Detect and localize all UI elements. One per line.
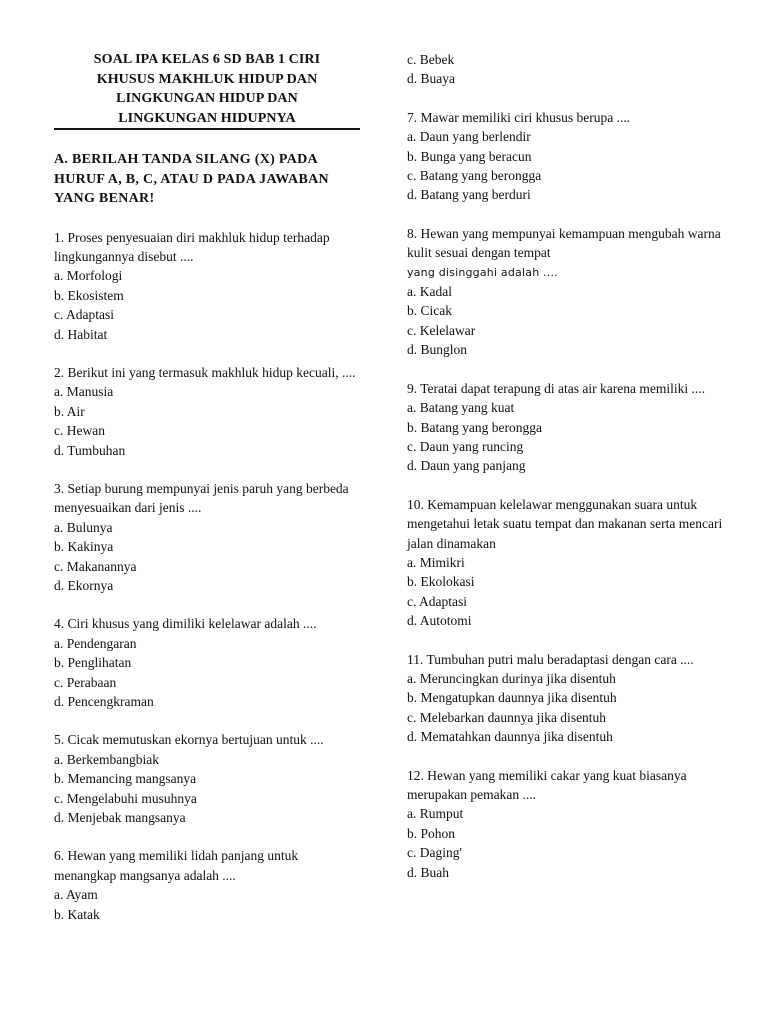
question-text: 11. Tumbuhan putri malu beradaptasi dengan cara .... <box>407 651 694 667</box>
answer-option: a. Batang yang kuat <box>407 400 515 416</box>
answer-option: c. Batang yang berongga <box>407 168 542 184</box>
answer-option: a. Ayam <box>54 887 98 903</box>
question-9 <box>407 379 737 476</box>
answer-option: d. Buah <box>407 864 449 880</box>
question-text-tail: yang disinggahi adalah .... <box>407 265 558 279</box>
question-1 <box>54 228 360 344</box>
answer-option: d. Bunglon <box>407 342 468 358</box>
question-text: 5. Cicak memutuskan ekornya bertujuan untuk .... <box>54 732 324 748</box>
question-text: 9. Teratai dapat terapung di atas air karena memiliki .... <box>407 380 705 396</box>
answer-option: c. Daun yang runcing <box>407 438 524 454</box>
question-text: 1. Proses penyesuaian diri makhluk hidup terhadap lingkungannya disebut .... <box>54 229 330 264</box>
answer-option: b. Bunga yang beracun <box>407 148 532 164</box>
answer-option: c. Kelelawar <box>407 322 476 338</box>
answer-option: c. Daging' <box>407 845 462 861</box>
answer-option: a. Daun yang berlendir <box>407 129 531 145</box>
answer-option: c. Makanannya <box>54 558 137 574</box>
question-text: 12. Hewan yang memiliki cakar yang kuat biasanya merupakan pemakan .... <box>407 767 687 802</box>
answer-option: c. Perabaan <box>54 674 117 690</box>
answer-option: a. Meruncingkan durinya jika disentuh <box>407 670 616 686</box>
answer-option: b. Penglihatan <box>54 655 132 671</box>
answer-option: d. Mematahkan daunnya jika disentuh <box>407 729 613 745</box>
question-6-continued <box>407 50 737 89</box>
question-11 <box>407 650 737 747</box>
answer-option: b. Mengatupkan daunnya jika disentuh <box>407 690 617 706</box>
answer-option: b. Memancing mangsanya <box>54 771 197 787</box>
answer-option: b. Air <box>54 403 85 419</box>
answer-option: d. Habitat <box>54 326 108 342</box>
answer-option: a. Bulunya <box>54 519 113 535</box>
question-10 <box>407 495 737 631</box>
question-6 <box>54 846 360 924</box>
answer-option: c. Hewan <box>54 423 105 439</box>
answer-option: a. Manusia <box>54 384 114 400</box>
question-text: 7. Mawar memiliki ciri khusus berupa .... <box>407 109 631 125</box>
title-line: LINGKUNGAN HIDUPNYA <box>118 110 296 126</box>
answer-option: c. Bebek <box>407 52 455 67</box>
answer-option: a. Mimikri <box>407 554 465 570</box>
answer-option: b. Cicak <box>407 303 452 319</box>
answer-option: d. Pencengkraman <box>54 694 154 710</box>
title-line: SOAL IPA KELAS 6 SD BAB 1 CIRI <box>93 52 321 67</box>
question-text: 4. Ciri khusus yang dimiliki kelelawar adalah .... <box>54 616 317 632</box>
section-instruction: A. BERILAH TANDA SILANG (X) PADA HURUF A, B, C, ATAU D PADA JAWABAN YANG BENAR! <box>54 152 329 206</box>
question-2 <box>54 363 360 460</box>
question-text: 10. Kemampuan kelelawar menggunakan suara untuk mengetahui letak suatu tempat dan makanan serta mencari jalan dinamakan <box>407 496 723 551</box>
question-7 <box>407 108 737 205</box>
title-line: LINGKUNGAN HIDUP DAN <box>116 91 298 106</box>
answer-option: d. Ekornya <box>54 578 114 593</box>
question-12 <box>407 766 737 882</box>
answer-option: a. Pendengaran <box>54 635 137 651</box>
answer-option: d. Buaya <box>407 71 455 87</box>
document-title <box>54 50 360 130</box>
answer-option: a. Rumput <box>407 806 464 822</box>
answer-option: c. Mengelabuhi musuhnya <box>54 790 197 806</box>
answer-option: a. Berkembangbiak <box>54 751 159 767</box>
question-text: 2. Berikut ini yang termasuk makhluk hidup kecuali, .... <box>54 364 356 380</box>
answer-option: c. Adaptasi <box>407 593 467 609</box>
answer-option: b. Pohon <box>407 825 456 841</box>
title-line: KHUSUS MAKHLUK HIDUP DAN <box>96 71 318 87</box>
answer-option: d. Batang yang berduri <box>407 187 531 203</box>
question-text: 8. Hewan yang mempunyai kemampuan mengubah warna kulit sesuai dengan tempat <box>407 225 721 261</box>
answer-option: c. Melebarkan daunnya jika disentuh <box>407 709 607 725</box>
answer-option: a. Morfologi <box>54 268 123 284</box>
answer-option: c. Adaptasi <box>54 307 114 323</box>
question-text: 6. Hewan yang memiliki lidah panjang untuk menangkap mangsanya adalah .... <box>54 848 299 883</box>
answer-option: d. Autotomi <box>407 613 472 629</box>
right-column <box>407 50 737 901</box>
question-5 <box>54 730 360 827</box>
question-text: 3. Setiap burung mempunyai jenis paruh yang berbeda menyesuaikan dari jenis .... <box>54 480 349 516</box>
answer-option: b. Kakinya <box>54 539 114 555</box>
answer-option: a. Kadal <box>407 284 452 300</box>
answer-option: d. Daun yang panjang <box>407 458 526 474</box>
question-8 <box>407 224 737 360</box>
answer-option: b. Ekosistem <box>54 287 124 303</box>
answer-option: b. Ekolokasi <box>407 574 475 590</box>
left-column <box>54 50 360 943</box>
answer-option: b. Katak <box>54 906 100 922</box>
question-3 <box>54 479 360 595</box>
answer-option: d. Menjebak mangsanya <box>54 810 186 826</box>
answer-option: d. Tumbuhan <box>54 442 126 458</box>
answer-option: b. Batang yang berongga <box>407 419 542 435</box>
question-4 <box>54 614 360 711</box>
